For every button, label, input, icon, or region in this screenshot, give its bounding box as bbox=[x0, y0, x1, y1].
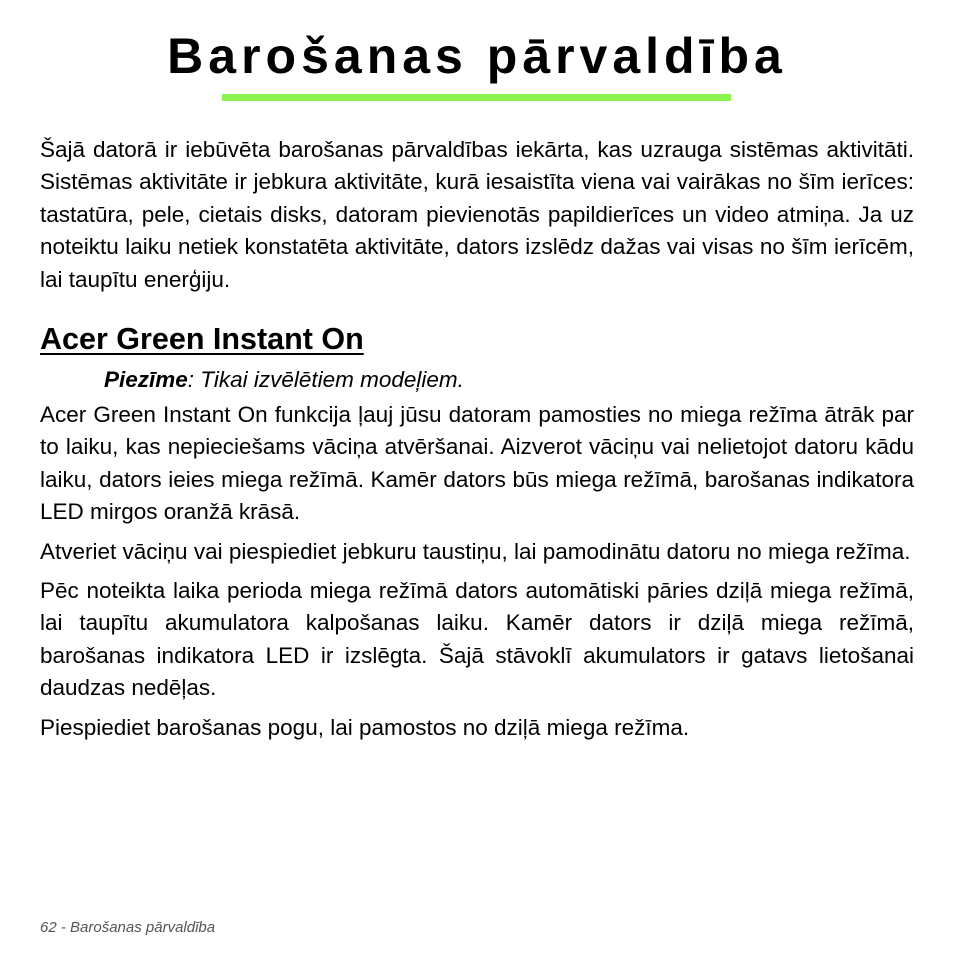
title-underline-bar bbox=[222, 94, 731, 101]
section-heading: Acer Green Instant On bbox=[40, 322, 364, 357]
note-text: : Tikai izvēlētiem modeļiem. bbox=[187, 367, 464, 393]
paragraph-instant-on: Acer Green Instant On funkcija ļauj jūsu datoram pamosties no miega režīma ātrāk par to laiku, kas nepieciešams vāciņa atvēršanai. Aizverot vāciņu vai nelietojot datoru kādu laiku, dators ieies miega režīmā. Kamēr dators būs miega režīmā, barošanas indikatora LED mirgos oranžā krāsā. bbox=[40, 402, 914, 525]
intro-paragraph: Šajā datorā ir iebūvēta barošanas pārvaldības iekārta, kas uzrauga sistēmas aktivitāti. Sistēmas aktivitāte ir jebkura aktivitāte, kurā iesaistīta viena vai vairākas no šīm ierīces: tastatūra, pele, cietais disks, datoram pievienotās papildierīces un video atmiņa. Ja uz noteiktu laiku netiek konstatēta aktivitāte, dators izslēdz dažas vai visas no šīm ierīcēm, lai taupītu enerģiju. bbox=[40, 137, 914, 292]
paragraph-wake: Atveriet vāciņu vai piespiediet jebkuru taustiņu, lai pamodinātu datoru no miega režīma. bbox=[40, 538, 911, 564]
page-content bbox=[40, 134, 914, 751]
page-footer: 62 - Barošanas pārvaldība bbox=[40, 919, 216, 936]
paragraph-power-button: Piespiediet barošanas pogu, lai pamostos no dziļā miega režīma. bbox=[40, 714, 690, 740]
page-title: Barošanas pārvaldība bbox=[167, 28, 787, 84]
note bbox=[40, 364, 914, 396]
note-label: Piezīme bbox=[104, 367, 188, 393]
paragraph-deep-sleep: Pēc noteikta laika perioda miega režīmā dators automātiski pāries dziļā miega režīmā, lai taupītu akumulatora kalpošanas laiku. Kamēr dators ir dziļā miega režīmā, barošanas indikatora LED ir izslēgta. Šajā stāvoklī akumulators ir gatavs lietošanai daudzas nedēļas. bbox=[40, 578, 914, 701]
